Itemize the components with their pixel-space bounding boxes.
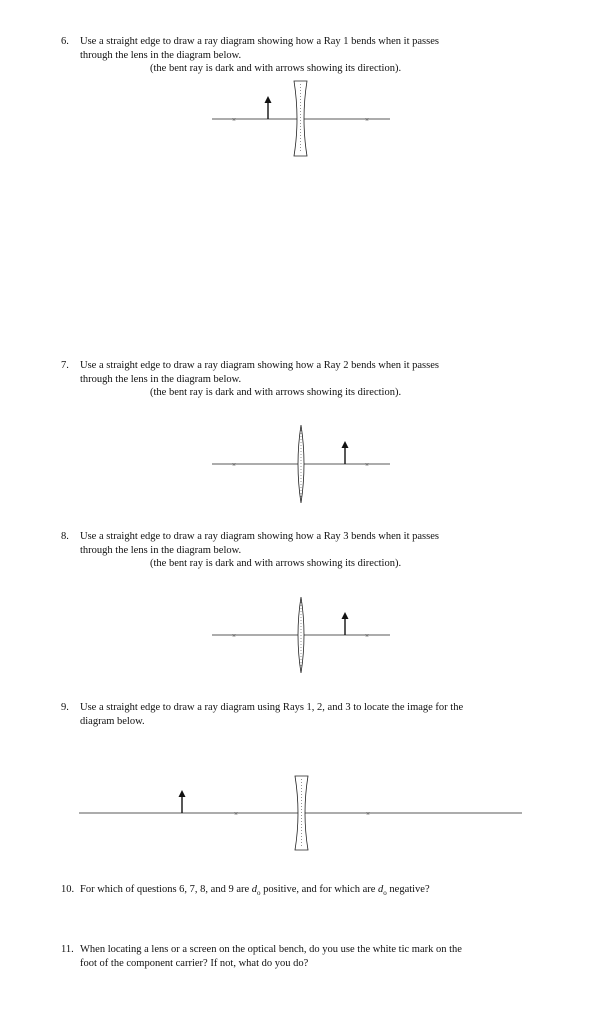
question-number: 7. — [61, 360, 69, 371]
question-text-line2: through the lens in the diagram below. — [80, 545, 242, 556]
question-text-line2: through the lens in the diagram below. — [80, 374, 242, 385]
distance-subscript: o — [383, 889, 387, 898]
question-text-line1: Use a straight edge to draw a ray diagram showing how a Ray 1 bends when it passes — [80, 36, 439, 47]
question-7-note: (the bent ray is dark and with arrows showing its direction). — [150, 387, 402, 398]
question-text-a: For which of questions 6, 7, 8, and 9 are — [80, 884, 252, 895]
diagram-6 — [212, 81, 390, 156]
question-8-note: (the bent ray is dark and with arrows showing its direction). — [150, 558, 402, 569]
diagram-9 — [79, 776, 522, 850]
question-number: 8. — [61, 531, 69, 542]
distance-symbol: d — [251, 884, 258, 895]
question-number: 9. — [61, 702, 69, 713]
diagram-7 — [212, 425, 390, 503]
focal-point-mark: × — [365, 632, 369, 640]
distance-symbol: d — [378, 884, 384, 895]
question-text-line2: diagram below. — [80, 716, 145, 727]
focal-point-mark: × — [232, 632, 236, 640]
focal-point-mark: × — [366, 810, 370, 818]
question-number: 10. — [61, 884, 75, 895]
distance-subscript: o — [257, 889, 261, 898]
question-text-line2: foot of the component carrier? If not, what do you do? — [80, 958, 309, 969]
focal-point-mark: × — [365, 461, 369, 469]
object-arrow-icon — [179, 790, 186, 797]
question-text-c: negative? — [386, 884, 430, 895]
object-arrow-icon — [265, 96, 272, 103]
question-text-b: positive, and for which are — [260, 884, 379, 895]
question-text-line2: through the lens in the diagram below. — [80, 50, 242, 61]
question-number: 6. — [61, 36, 69, 47]
focal-point-mark: × — [232, 461, 236, 469]
question-text-line1: Use a straight edge to draw a ray diagram showing how a Ray 3 bends when it passes — [80, 531, 439, 542]
question-6-note: (the bent ray is dark and with arrows showing its direction). — [150, 63, 402, 74]
question-text-line1: Use a straight edge to draw a ray diagram using Rays 1, 2, and 3 to locate the image for the — [80, 702, 464, 713]
question-text-line1: When locating a lens or a screen on the optical bench, do you use the white tic mark on the — [80, 944, 462, 955]
object-arrow-icon — [342, 612, 349, 619]
focal-point-mark: × — [232, 116, 236, 124]
focal-point-mark: × — [365, 116, 369, 124]
object-arrow-icon — [342, 441, 349, 448]
question-text-line1: Use a straight edge to draw a ray diagram showing how a Ray 2 bends when it passes — [80, 360, 439, 371]
diagram-8 — [212, 597, 390, 673]
question-number: 11. — [61, 944, 74, 955]
focal-point-mark: × — [234, 810, 238, 818]
